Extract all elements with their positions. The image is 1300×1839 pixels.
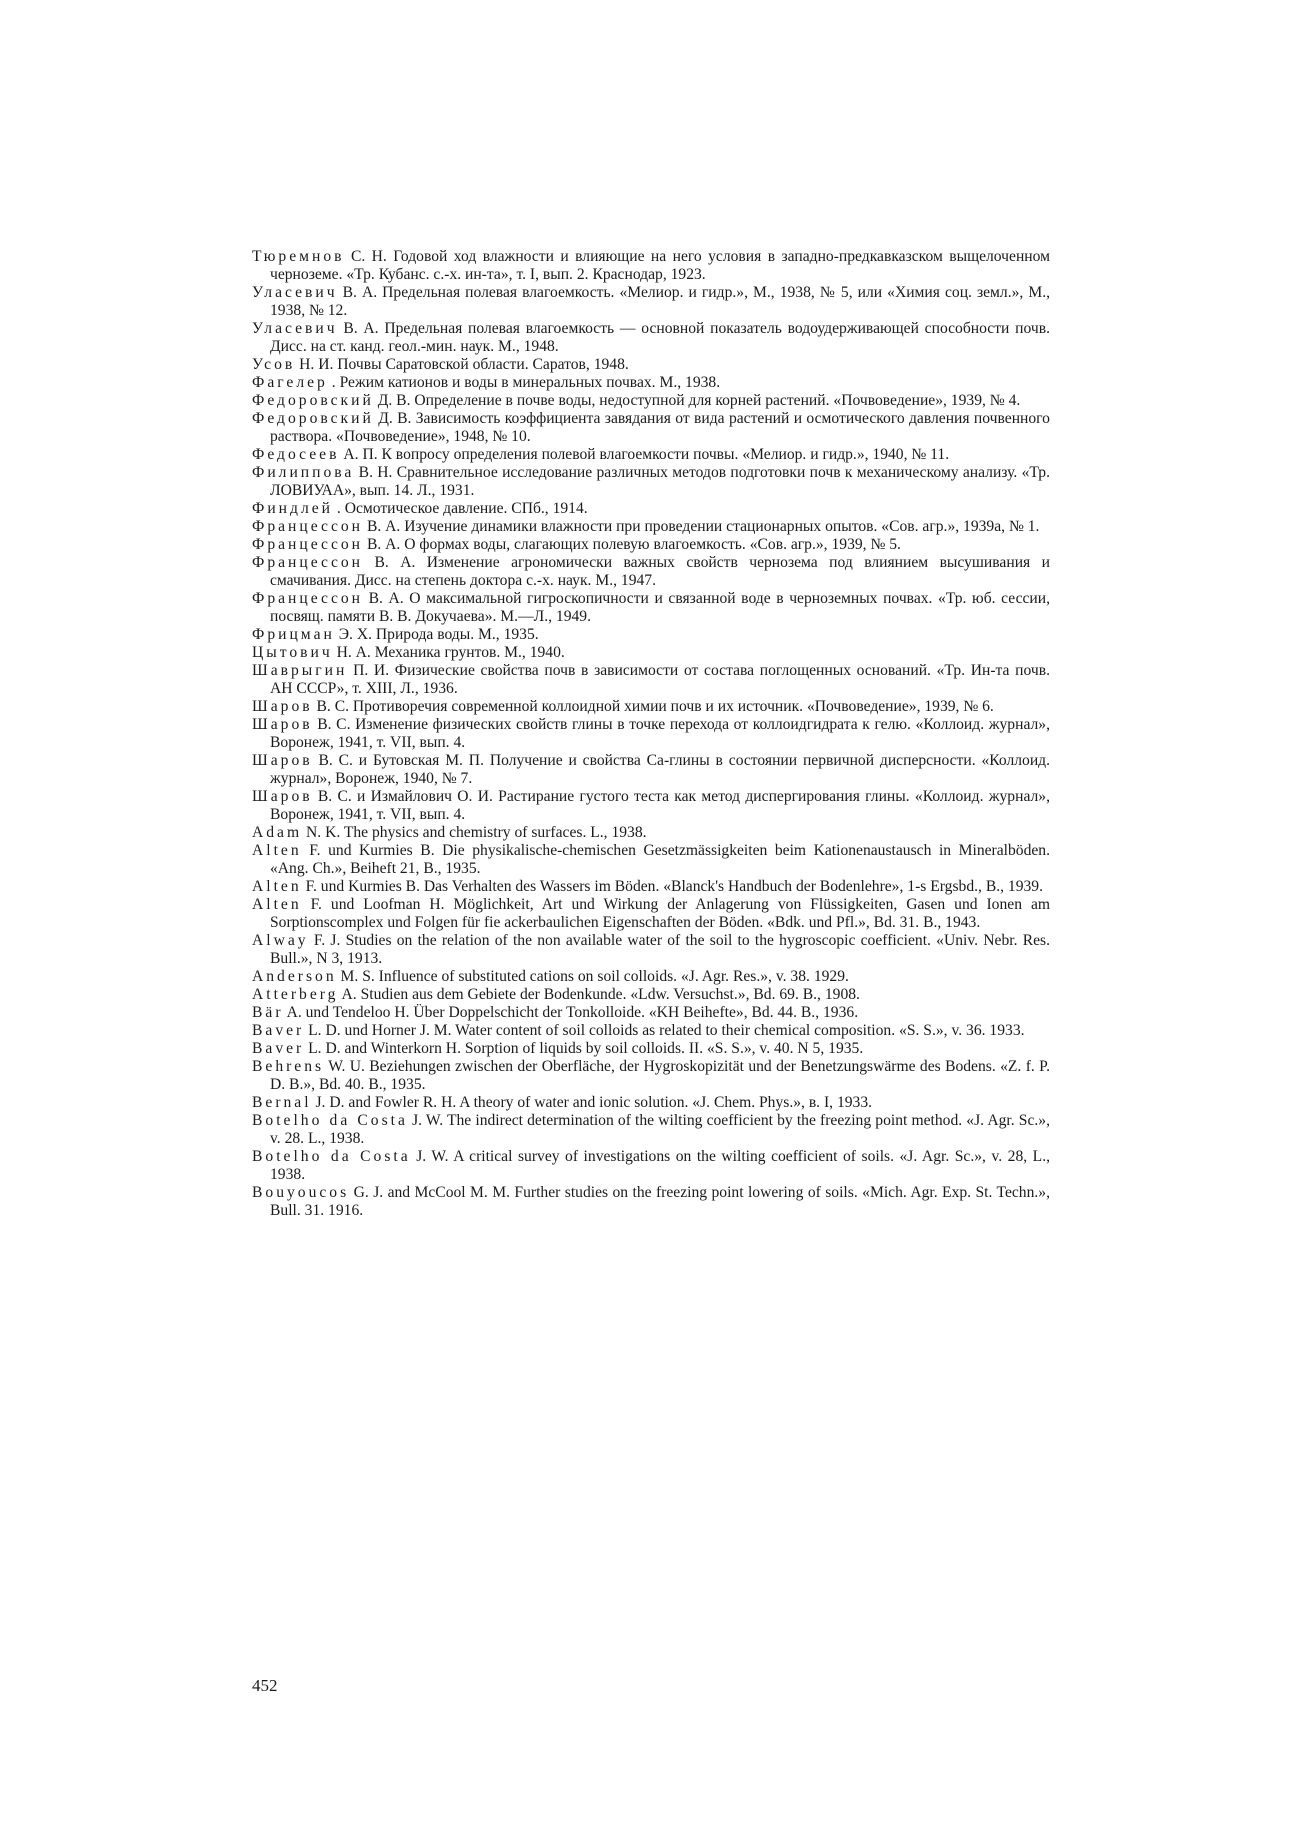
entry-author: Baver — [252, 1040, 305, 1057]
bibliography-entry — [252, 824, 1050, 842]
entry-text: F. J. Studies on the relation of the non available water of the soil to the hygroscopic coefficient. «Univ. Nebr. Res. Bull.», N 3, 1913. — [270, 932, 1050, 967]
entry-author: Финдлей — [252, 500, 333, 517]
entry-text: В. А. Предельная полевая влагоемкость. «Мелиор. и гидр.», М., 1938, № 5, или «Химия соц. земл.», М., 1938, № 12. — [270, 284, 1050, 319]
entry-text: N. K. The physics and chemistry of surfaces. L., 1938. — [306, 824, 647, 841]
bibliography-entry — [252, 1004, 1050, 1022]
entry-text: Д. В. Определение в почве воды, недоступной для корней растений. «Почвоведение», 1939, № 4. — [377, 392, 1021, 409]
bibliography-entry — [252, 896, 1050, 932]
entry-text: A. und Tendeloo H. Über Doppelschicht der Tonkolloide. «KH Beihefte», Bd. 44. B., 1936. — [286, 1004, 859, 1021]
bibliography-entry — [252, 554, 1050, 590]
entry-text: В. А. Изучение динамики влажности при проведении стационарных опытов. «Сов. агр.», 1939а, № 1. — [366, 518, 1040, 535]
entry-author: Anderson — [252, 968, 337, 985]
bibliography-entry — [252, 446, 1050, 464]
entry-text: В. А. О формах воды, слагающих полевую влагоемкость. «Сов. агр.», 1939, № 5. — [366, 536, 901, 553]
entry-text: J. W. A critical survey of investigations on the wilting coefficient of soils. «J. Agr. Sc.», v. 28, L., 1938. — [270, 1148, 1050, 1183]
bibliography-entry — [252, 1040, 1050, 1058]
bibliography-entry — [252, 320, 1050, 356]
entry-author: Behrens — [252, 1058, 325, 1075]
entry-author: Alten — [252, 878, 302, 895]
entry-text: M. S. Influence of substituted cations on soil colloids. «J. Agr. Res.», v. 38. 1929. — [340, 968, 849, 985]
entry-author: Шаров — [252, 716, 313, 733]
entry-text: Э. Х. Природа воды. М., 1935. — [338, 626, 539, 643]
entry-author: Шаров — [252, 752, 313, 769]
entry-author: Францессон — [252, 536, 364, 553]
bibliography-entry — [252, 752, 1050, 788]
bibliography-entry — [252, 644, 1050, 662]
bibliography-entry — [252, 374, 1050, 392]
bibliography-entry — [252, 662, 1050, 698]
entry-text: F. und Kurmies B. Das Verhalten des Wassers im Böden. «Blanck's Handbuch der Bodenlehre», 1-s Ergsbd., B., 1939. — [305, 878, 1044, 895]
entry-author: Bouyoucos — [252, 1184, 350, 1201]
entry-author: Botelho da Costa — [252, 1148, 411, 1165]
entry-text: В. А. О максимальной гигроскопичности и связанной воде в черноземных почвах. «Тр. юб. сессии, посвящ. памяти В. В. Докучаева». М.—Л., 1949. — [270, 590, 1050, 625]
entry-text: F. und Loofman H. Möglichkeit, Art und Wirkung der Anlagerung von Flüssigkeiten, Gasen und Ionen am Sorptionscomplex und Folgen für fie ackerbaulichen Eigenschaften der Böden. «Bdk. und Pfl.», Bd. 31. B., 1943. — [270, 896, 1050, 931]
entry-author: Францессон — [252, 590, 364, 607]
entry-text: F. und Kurmies B. Die physikalische-chemischen Gesetzmässigkeiten beim Kationenaustausch in Mineralböden. «Ang. Ch.», Beiheft 21, B., 1935. — [270, 842, 1050, 877]
bibliography-entry — [252, 788, 1050, 824]
entry-text: Н. И. Почвы Саратовской области. Саратов, 1948. — [299, 356, 629, 373]
entry-author: Adam — [252, 824, 303, 841]
entry-author: Тюремнов — [252, 248, 345, 265]
entry-text: В. Н. Сравнительное исследование различных методов подготовки почв к механическому анализу. «Тр. ЛОВИУАА», вып. 14. Л., 1931. — [270, 464, 1050, 499]
entry-author: Шаров — [252, 698, 313, 715]
entry-author: Цытович — [252, 644, 333, 661]
entry-text: В. С. и Бутовская М. П. Получение и свойства Са-глины в состоянии первичной дисперсности. «Коллоид. журнал», Воронеж, 1940, № 7. — [270, 752, 1050, 787]
entry-author: Alway — [252, 932, 309, 949]
bibliography-entry — [252, 500, 1050, 518]
bibliography-entry — [252, 986, 1050, 1004]
entry-author: Уласевич — [252, 320, 338, 337]
entry-text: J. W. The indirect determination of the wilting coefficient by the freezing point method. «J. Agr. Sc.», v. 28. L., 1938. — [270, 1112, 1050, 1147]
bibliography-entry — [252, 716, 1050, 752]
entry-author: Фагелер — [252, 374, 328, 391]
entry-author: Филиппова — [252, 464, 355, 481]
entry-text: L. D. and Winterkorn H. Sorption of liquids by soil colloids. II. «S. S.», v. 40. N 5, 1935. — [308, 1040, 864, 1057]
entry-text: G. J. and McCool M. M. Further studies on the freezing point lowering of soils. «Mich. Agr. Exp. St. Techn.», Bull. 31. 1916. — [270, 1184, 1050, 1219]
entry-author: Bernal — [252, 1094, 312, 1111]
entry-text: . Осмотическое давление. СПб., 1914. — [336, 500, 588, 517]
bibliography-entry — [252, 1184, 1050, 1220]
entry-author: Atterberg — [252, 986, 339, 1003]
entry-author: Шаров — [252, 788, 313, 805]
entry-author: Францессон — [252, 518, 364, 535]
entry-text: . Режим катионов и воды в минеральных почвах. М., 1938. — [331, 374, 721, 391]
entry-author: Фрицман — [252, 626, 335, 643]
bibliography-entry — [252, 878, 1050, 896]
entry-author: Усов — [252, 356, 296, 373]
entry-text: A. Studien aus dem Gebiete der Bodenkunde. «Ldw. Versuchst.», Bd. 69. B., 1908. — [341, 986, 860, 1003]
bibliography-entry — [252, 968, 1050, 986]
entry-author: Alten — [252, 896, 302, 913]
bibliography-entry — [252, 410, 1050, 446]
entry-author: Baver — [252, 1022, 305, 1039]
entry-text: А. П. К вопросу определения полевой влагоемкости почвы. «Мелиор. и гидр.», 1940, № 11. — [343, 446, 950, 463]
entry-text: С. Н. Годовой ход влажности и влияющие на него условия в западно-предкавказском выщелоченном черноземе. «Тр. Кубанс. с.-х. ин-та», т. I, вып. 2. Краснодар, 1923. — [270, 248, 1051, 283]
entry-text: В. А. Предельная полевая влагоемкость — основной показатель водоудерживающей способности почв. Дисс. на ст. канд. геол.-мин. наук. М., 1948. — [270, 320, 1050, 355]
entry-author: Федоровский — [252, 392, 374, 409]
bibliography-entry — [252, 1058, 1050, 1094]
entry-text: W. U. Beziehungen zwischen der Oberfläche, der Hygroskopizität und der Benetzungswärme des Bodens. «Z. f. P. D. B.», Bd. 40. B., 1935. — [270, 1058, 1050, 1093]
bibliography-entry — [252, 464, 1050, 500]
entry-text: Н. А. Механика грунтов. М., 1940. — [336, 644, 565, 661]
bibliography-entry — [252, 536, 1050, 554]
bibliography-entry — [252, 518, 1050, 536]
bibliography-entry — [252, 842, 1050, 878]
entry-author: Федосеев — [252, 446, 340, 463]
entry-text: В. С. Изменение физических свойств глины в точке перехода от коллоидгидрата к гелю. «Коллоид. журнал», Воронеж, 1941, т. VII, вып. 4. — [270, 716, 1050, 751]
entry-text: В. С. и Измайлович О. И. Растирание густого теста как метод диспергирования глины. «Коллоид. журнал», Воронеж, 1941, т. VII, вып. 4. — [270, 788, 1050, 823]
entry-text: В. С. Противоречия современной коллоидной химии почв и их источник. «Почвоведение», 1939, № 6. — [316, 698, 994, 715]
bibliography-entry — [252, 1148, 1050, 1184]
bibliography-entry — [252, 392, 1050, 410]
bibliography-entry — [252, 248, 1050, 284]
entry-author: Уласевич — [252, 284, 338, 301]
page-number: 452 — [252, 1676, 278, 1695]
entry-author: Bär — [252, 1004, 284, 1021]
bibliography-entry — [252, 932, 1050, 968]
entry-text: П. И. Физические свойства почв в зависимости от состава поглощенных оснований. «Тр. Ин-та почв. АН СССР», т. XIII, Л., 1936. — [270, 662, 1051, 697]
bibliography-entry — [252, 1112, 1050, 1148]
bibliography-list — [252, 248, 1050, 1220]
entry-text: В. А. Изменение агрономически важных свойств чернозема под влиянием высушивания и смачивания. Дисс. на степень доктора с.-х. наук. М., 1947. — [270, 554, 1050, 589]
entry-author: Федоровский — [252, 410, 374, 427]
entry-author: Alten — [252, 842, 302, 859]
entry-author: Шаврыгин — [252, 662, 348, 679]
entry-text: J. D. and Fowler R. H. A theory of water and ionic solution. «J. Chem. Phys.», в. I, 1933. — [315, 1094, 873, 1111]
bibliography-entry — [252, 590, 1050, 626]
bibliography-entry — [252, 356, 1050, 374]
bibliography-entry — [252, 1022, 1050, 1040]
bibliography-entry — [252, 626, 1050, 644]
bibliography-entry — [252, 284, 1050, 320]
bibliography-entry — [252, 698, 1050, 716]
entry-author: Францессон — [252, 554, 364, 571]
entry-text: Д. В. Зависимость коэффициента завядания от вида растений и осмотического давления почвенного раствора. «Почвоведение», 1948, № 10. — [270, 410, 1050, 445]
entry-author: Botelho da Costa — [252, 1112, 408, 1129]
entry-text: L. D. und Horner J. M. Water content of soil colloids as related to their chemical composition. «S. S.», v. 36. 1933. — [308, 1022, 1025, 1039]
bibliography-entry — [252, 1094, 1050, 1112]
